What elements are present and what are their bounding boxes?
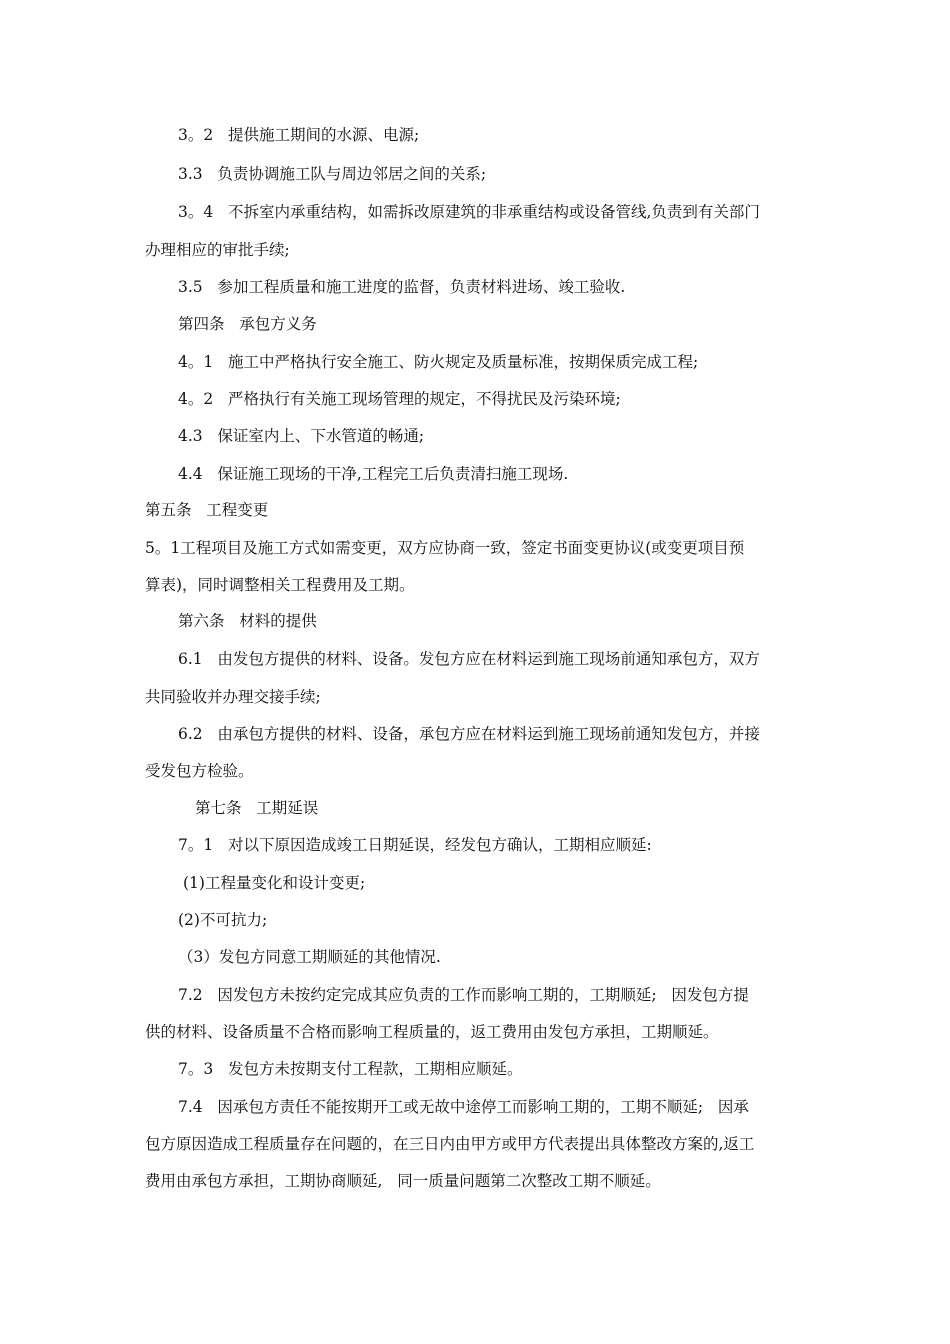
article-4-heading: 第四条 承包方义务: [178, 315, 317, 333]
clause-4-4: 4.4 保证施工现场的干净,工程完工后负责清扫施工现场.: [178, 465, 569, 483]
item-7-1-2: (2)不可抗力;: [178, 911, 268, 929]
clause-7-1: 7。1 对以下原因造成竣工日期延误，经发包方确认，工期相应顺延:: [178, 836, 652, 854]
clause-5-1: 5。1工程项目及施工方式如需变更，双方应协商一致，签定书面变更协议(或变更项目预: [145, 539, 745, 557]
clause-3-5: 3.5 参加工程质量和施工进度的监督，负责材料进场、竣工验收.: [178, 278, 626, 296]
clause-4-3: 4.3 保证室内上、下水管道的畅通;: [178, 427, 425, 445]
clause-7-3: 7。3 发包方未按期支付工程款，工期相应顺延。: [178, 1060, 523, 1078]
clause-7-4: 7.4 因承包方责任不能按期开工或无故中途停工而影响工期的，工期不顺延; 因承: [178, 1098, 749, 1116]
clause-6-1: 6.1 由发包方提供的材料、设备。发包方应在材料运到施工现场前通知承包方，双方: [178, 650, 760, 668]
clause-3-4-cont: 办理相应的审批手续;: [145, 241, 290, 259]
clause-7-2-cont: 供的材料、设备质量不合格而影响工程质量的，返工费用由发包方承担，工期顺延。: [145, 1023, 719, 1041]
article-7-heading: 第七条 工期延误: [195, 799, 319, 817]
clause-3-4: 3。4 不拆室内承重结构，如需拆改原建筑的非承重结构或设备管线,负责到有关部门: [178, 203, 760, 221]
clause-7-4-cont-1: 包方原因造成工程质量存在问题的，在三日内由甲方或甲方代表提出具体整改方案的,返工: [145, 1135, 755, 1153]
clause-4-2: 4。2 严格执行有关施工现场管理的规定，不得扰民及污染环境;: [178, 390, 621, 408]
clause-3-2: 3。2 提供施工期间的水源、电源;: [178, 126, 420, 144]
clause-3-3: 3.3 负责协调施工队与周边邻居之间的关系;: [178, 165, 487, 183]
clause-6-1-cont: 共同验收并办理交接手续;: [145, 688, 321, 706]
article-5-heading: 第五条 工程变更: [145, 501, 269, 519]
item-7-1-1: (1)工程量变化和设计变更;: [183, 874, 366, 892]
clause-6-2: 6.2 由承包方提供的材料、设备，承包方应在材料运到施工现场前通知发包方，并接: [178, 725, 760, 743]
item-7-1-3: （3）发包方同意工期顺延的其他情况.: [178, 948, 441, 966]
article-6-heading: 第六条 材料的提供: [178, 612, 317, 630]
clause-4-1: 4。1 施工中严格执行安全施工、防火规定及质量标准，按期保质完成工程;: [178, 353, 699, 371]
clause-7-2: 7.2 因发包方未按约定完成其应负责的工作而影响工期的，工期顺延; 因发包方提: [178, 986, 749, 1004]
clause-7-4-cont-2: 费用由承包方承担，工期协商顺延, 同一质量问题第二次整改工期不顺延。: [145, 1172, 661, 1190]
clause-6-2-cont: 受发包方检验。: [145, 762, 254, 780]
clause-5-1-cont: 算表)，同时调整相关工程费用及工期。: [145, 576, 415, 594]
